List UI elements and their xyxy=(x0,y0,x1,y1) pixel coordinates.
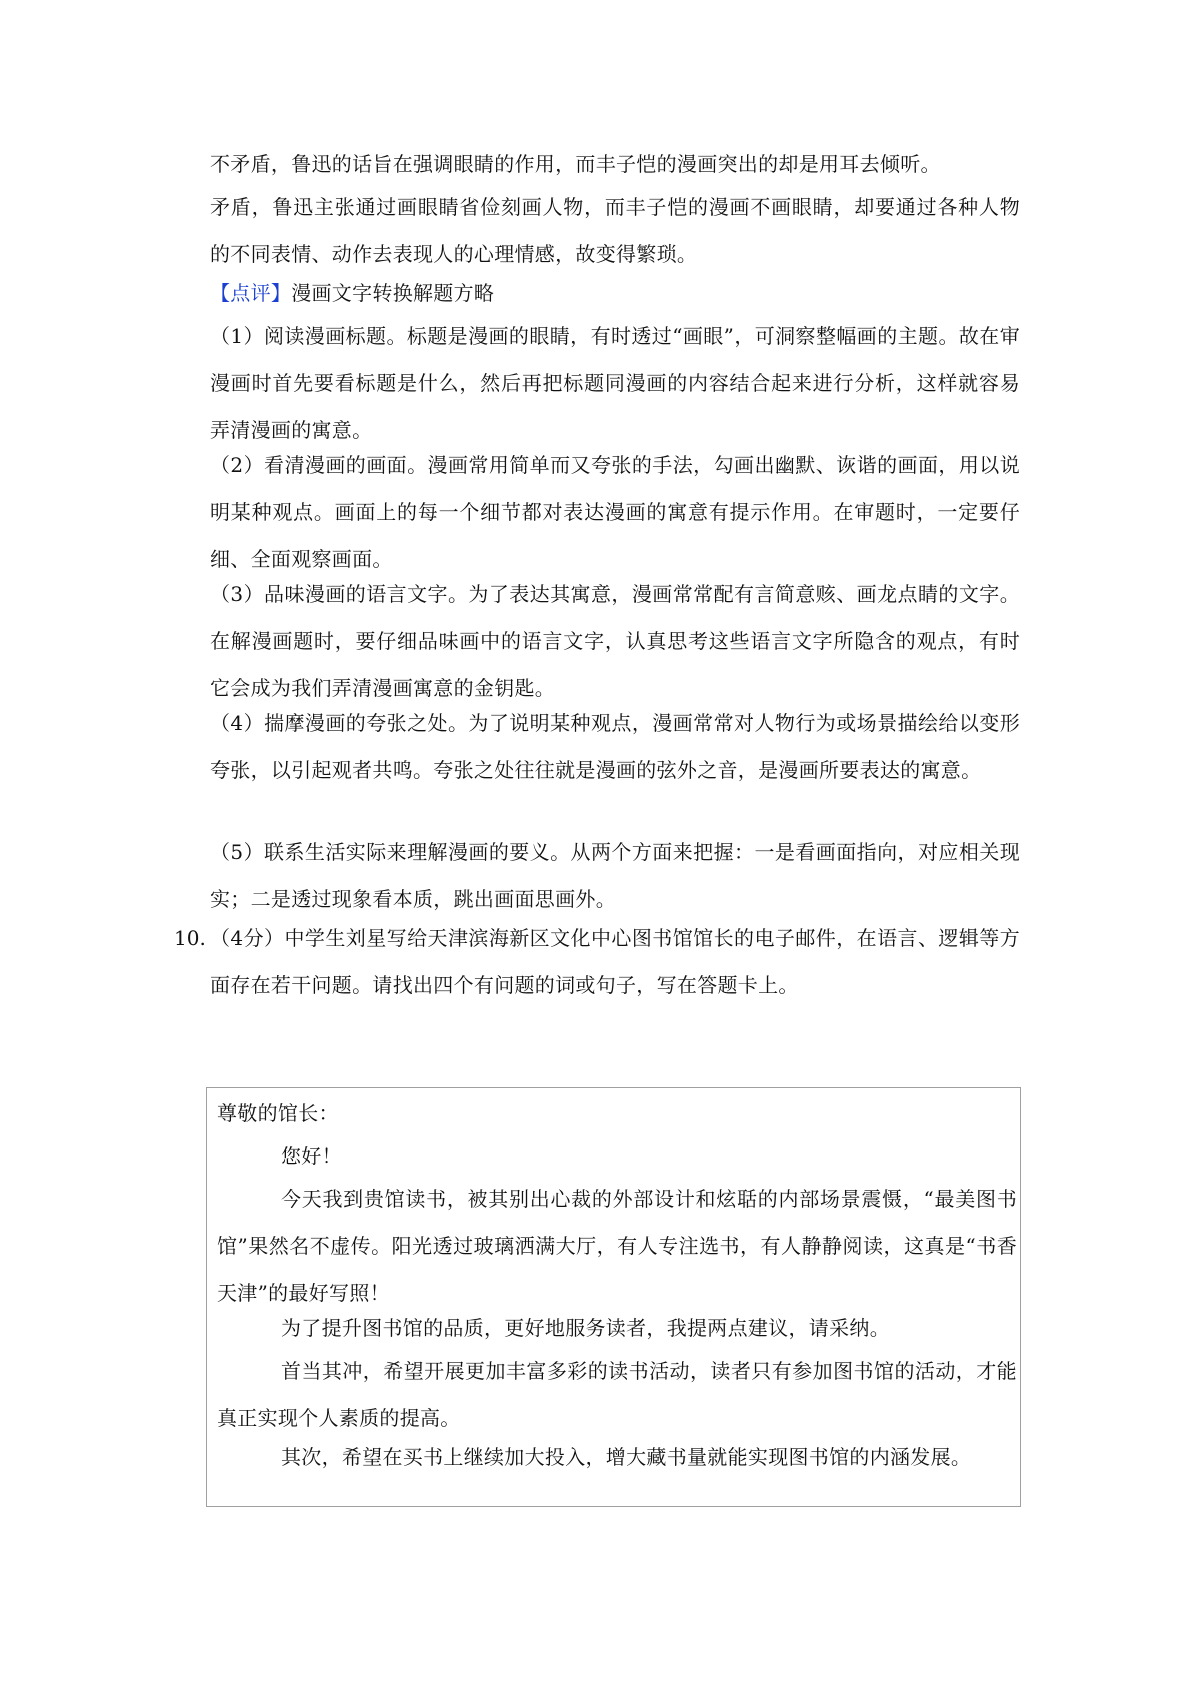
comment-title: 漫画文字转换解题方略 xyxy=(291,281,495,305)
question-text: （4分）中学生刘星写给天津滨海新区文化中心图书馆馆长的电子邮件，在语言、逻辑等方面存在若干问题。请找出四个有问题的词或句子，写在答题卡上。 xyxy=(210,926,1020,997)
comment-tag: 【点评】 xyxy=(210,281,292,305)
letter-paragraph-1: 今天我到贵馆读书，被其别出心裁的外部设计和炫聒的内部场景震慑，“最美图书馆”果然名不虚传。阳光透过玻璃洒满大厅，有人专注选书，有人静静阅读，这真是“书香天津”的最好写照！ xyxy=(217,1187,1017,1305)
letter-greeting: 您好！ xyxy=(281,1144,342,1168)
comment-item-5: （5）联系生活实际来理解漫画的要义。从两个方面来把握：一是看画面指向，对应相关现实；二是透过现象看本质，跳出画面思画外。 xyxy=(210,840,1020,911)
answer-contradiction: 矛盾，鲁迅主张通过画眼睛省俭刻画人物，而丰子恺的漫画不画眼睛，却要通过各种人物的不同表情、动作去表现人的心理情感，故变得繁琐。 xyxy=(210,195,1020,266)
letter-paragraph-3: 首当其冲，希望开展更加丰富多彩的读书活动，读者只有参加图书馆的活动，才能真正实现个人素质的提高。 xyxy=(217,1359,1017,1430)
letter-paragraph-4: 其次，希望在买书上继续加大投入，增大藏书量就能实现图书馆的内涵发展。 xyxy=(281,1445,972,1469)
comment-item-2: （2）看清漫画的画面。漫画常用简单而又夸张的手法，勾画出幽默、诙谐的画面，用以说明某种观点。画面上的每一个细节都对表达漫画的寓意有提示作用。在审题时，一定要仔细、全面观察画面。 xyxy=(210,453,1020,571)
letter-box xyxy=(206,1087,1021,1507)
comment-item-1: （1）阅读漫画标题。标题是漫画的眼睛，有时透过“画眼”，可洞察整幅画的主题。故在审漫画时首先要看标题是什么，然后再把标题同漫画的内容结合起来进行分析，这样就容易弄清漫画的寓意。 xyxy=(210,324,1020,442)
comment-item-4: （4）揣摩漫画的夸张之处。为了说明某种观点，漫画常常对人物行为或场景描绘给以变形夸张，以引起观者共鸣。夸张之处往往就是漫画的弦外之音，是漫画所要表达的寓意。 xyxy=(210,711,1020,782)
letter-paragraph-2: 为了提升图书馆的品质，更好地服务读者，我提两点建议，请采纳。 xyxy=(281,1316,890,1340)
answer-no-contradiction: 不矛盾，鲁迅的话旨在强调眼睛的作用，而丰子恺的漫画突出的却是用耳去倾听。 xyxy=(210,152,941,176)
letter-salutation: 尊敬的馆长： xyxy=(217,1101,339,1125)
comment-heading xyxy=(210,270,1020,317)
question-number: 10. xyxy=(174,926,206,950)
comment-item-3: （3）品味漫画的语言文字。为了表达其寓意，漫画常常配有言简意赅、画龙点睛的文字。在解漫画题时，要仔细品味画中的语言文字，认真思考这些语言文字所隐含的观点，有时它会成为我们弄清漫画寓意的金钥匙。 xyxy=(210,582,1020,700)
